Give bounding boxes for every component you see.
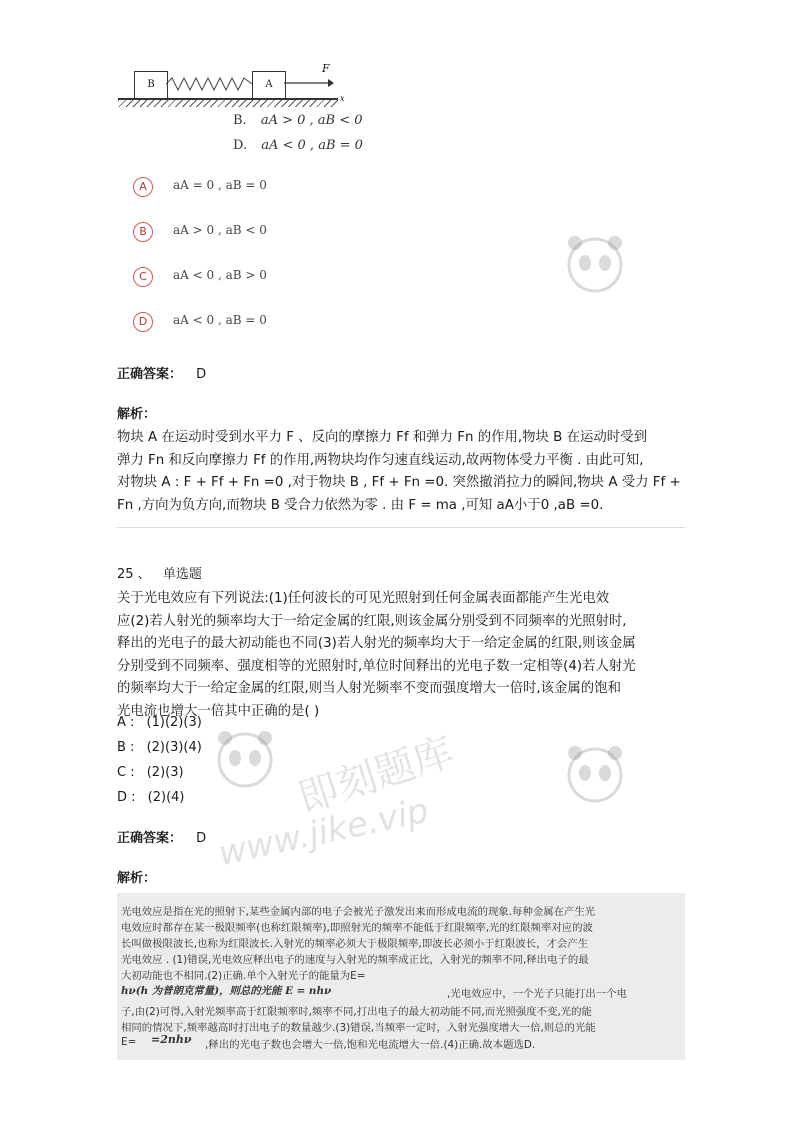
option-circle-icon: B (133, 222, 153, 242)
analysis-line: 大初动能也不相同.(2)正确.单个入射光子的能量为E= (121, 970, 366, 982)
ground-hatch (118, 100, 338, 107)
q25-stem (117, 588, 687, 724)
q24-analysis-label: 解析： (117, 407, 157, 422)
option-letter: B : (117, 740, 135, 755)
spring-icon (166, 76, 252, 92)
option-text: aA = 0 , aB = 0 (173, 178, 267, 192)
watermark-panda-icon (565, 235, 625, 309)
analysis-line: Fn ,方向为负方向,而物块 B 受合力依然为零 . 由 F = ma ,可知 aA小于0 ,aB =0. (117, 497, 604, 513)
option-text: (2)(3)(4) (146, 740, 202, 755)
stem-line: 释出的光电子的最大初动能也不同(3)若人射光的频率均大于一给定金属的红限,则该金属 (117, 636, 636, 652)
axis-label: x (340, 94, 345, 103)
answer-value: D (196, 367, 207, 382)
analysis-line: ,光电效应中，一个光子只能打出一个电 (447, 988, 627, 1000)
question-type: 单选题 (162, 567, 202, 582)
q25-option-c[interactable] (117, 762, 184, 784)
option-text: aA < 0 , aB = 0 (173, 313, 267, 327)
figure-option-letter: B. (233, 113, 247, 128)
watermark-panda-icon (565, 745, 625, 819)
stem-line: 关于光电效应有下列说法:(1)任何波长的可见光照射到任何金属表面都能产生光电效 (117, 591, 610, 606)
stem-line: 分别受到不同频率、强度相等的光照射时,单位时间释出的光电子数一定相等(4)若人射光 (117, 658, 636, 674)
analysis-line: 相同的情况下,频率越高时打出电子的数量越少.(3)错误,当频率一定时，入射光强度增大一倍,则总的光能 (121, 1022, 596, 1034)
analysis-line: 弹力 Fn 和反向摩擦力 Ff 的作用,两物块均作匀速直线运动,故两物体受力平衡 . 由此可知, (117, 452, 644, 468)
block-a: A (252, 71, 286, 99)
watermark-brand: 即刻题库 (292, 729, 460, 823)
analysis-line: 光电效应是指在光的照射下,某些金属内部的电子会被光子激发出来而形成电流的现象.每种金属在产生光 (121, 906, 596, 918)
option-text: aA < 0 , aB > 0 (173, 268, 267, 282)
force-arrow-icon (284, 78, 334, 88)
stem-line: 应(2)若人射光的频率均大于一给定金属的红限,则该金属分别受到不同频率的光照射时, (117, 613, 627, 629)
figure-option-letter: D. (233, 138, 248, 153)
analysis-line: 长叫做极限波长,也称为红限波长.入射光的频率必须大于极限频率,即波长必须小于红限波长，才会产生 (121, 938, 589, 950)
q25-option-a[interactable] (117, 712, 202, 734)
figure-option-b (233, 113, 363, 128)
formula-line: hν(h 为普朗克常量)，则总的光能 E = nhν (121, 985, 332, 997)
option-letter: A : (117, 715, 135, 730)
figure-option-d (233, 138, 363, 153)
spring-block-figure (118, 58, 350, 110)
q25-option-b[interactable] (117, 737, 202, 759)
figure-option-text: aA < 0 , aB = 0 (261, 138, 363, 153)
figure-option-text: aA > 0 , aB < 0 (260, 113, 363, 128)
answer-label: 正确答案： (117, 831, 183, 846)
option-text: aA > 0 , aB < 0 (173, 223, 267, 237)
analysis-line: 子,由(2)可得,入射光频率高于红限频率时,频率不同,打出电子的最大初动能不同,而光照强度不变,光的能 (121, 1006, 592, 1018)
option-text: (2)(3) (146, 765, 184, 780)
watermark-panda-icon (215, 730, 275, 804)
force-label: F (322, 62, 330, 75)
watermark-url: www.jike.vip (215, 790, 433, 875)
option-text: (2)(4) (147, 790, 185, 805)
option-letter: C : (117, 765, 135, 780)
formula-inline: =2nhν (151, 1033, 192, 1046)
stem-line: 光电流也增大一倍其中正确的是( ) (117, 703, 320, 719)
analysis-line: 电效应时都存在某一极限频率(也称红限频率),即照射光的频率不能低于红限频率,光的红限频率对应的波 (121, 922, 593, 934)
q25-analysis-box (117, 893, 685, 1060)
analysis-line: 物块 A 在运动时受到水平力 F 、反向的摩擦力 Ff 和弹力 Fn 的作用,物块 B 在运动时受到 (117, 430, 647, 445)
option-circle-icon: A (133, 177, 153, 197)
answer-value: D (196, 831, 207, 846)
q24-answer (117, 364, 206, 386)
analysis-line: 光电效应 . (1)错误,光电效应释出电子的速度与入射光的频率成正比，入射光的频率不同,释出电子的最 (121, 954, 589, 966)
stem-line: 的频率均大于一给定金属的红限,则当人射光频率不变而强度增大一倍时,该金属的饱和 (117, 681, 621, 697)
block-b: B (134, 71, 168, 99)
option-circle-icon: C (133, 267, 153, 287)
question-divider (117, 527, 685, 528)
q25-option-d[interactable] (117, 787, 185, 809)
q25-answer (117, 828, 206, 850)
option-circle-icon: D (133, 312, 153, 332)
analysis-line: ,释出的光电子数也会增大一倍,饱和光电流增大一倍.(4)正确.故本题选D. (205, 1039, 536, 1051)
q25-header (117, 564, 202, 586)
analysis-line: 对物块 A : F + Ff + Fn =0 ,对于物块 B , Ff + Fn =0. 突然撤消拉力的瞬间,物块 A 受力 Ff + (117, 475, 681, 491)
option-letter: D : (117, 790, 136, 805)
answer-label: 正确答案： (117, 367, 183, 382)
option-text: (1)(2)(3) (146, 715, 202, 730)
analysis-line: E= (121, 1036, 137, 1048)
q24-analysis (117, 427, 687, 517)
q25-analysis-label: 解析： (117, 871, 157, 886)
question-number: 25 、 (117, 567, 151, 582)
